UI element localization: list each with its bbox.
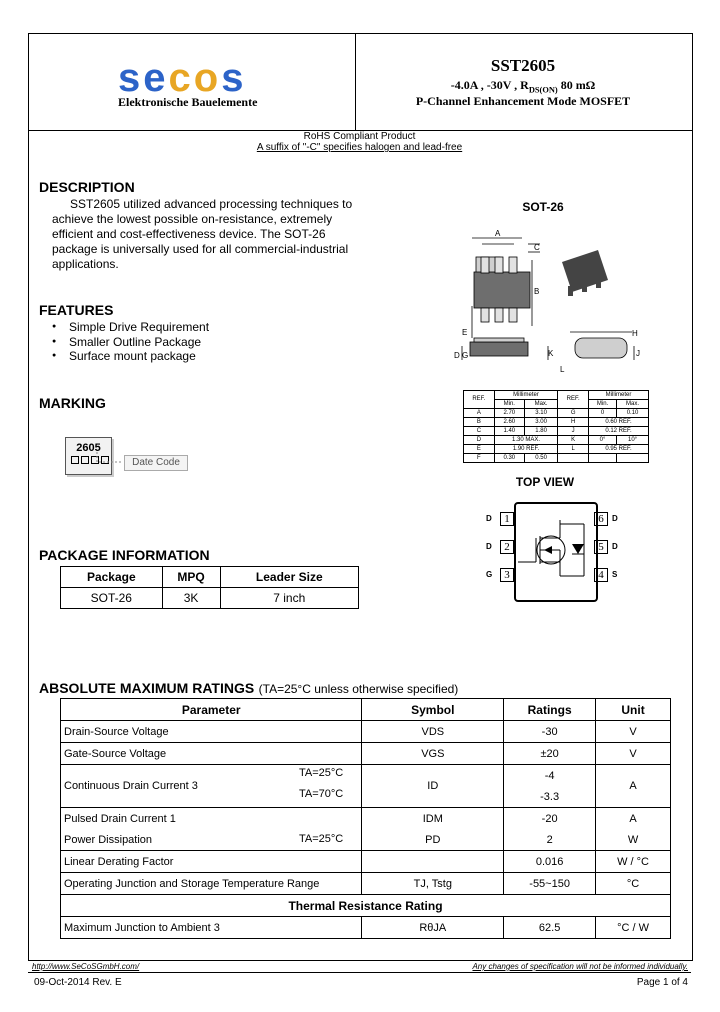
table-row: C 1.40 1.80 J 0.12 REF.	[464, 427, 649, 436]
footer-date: 09-Oct-2014 Rev. E	[34, 977, 122, 988]
features-title: FEATURES	[39, 302, 114, 318]
table-row: F 0.30 0.50	[464, 454, 649, 463]
table-row: Linear Derating Factor 0.016 W / °C	[61, 851, 671, 873]
package-info-table	[60, 566, 359, 609]
ratings-heading	[39, 680, 458, 698]
description-title: DESCRIPTION	[39, 179, 135, 195]
dimension-table: REF. Millimeter REF. Millimeter Min. Max. Min. Max. A 2.70 3.10 G 0 0.10 B 2.60 3.00 H 0.60 REF. C 1.40 1.80 J 0.12 REF. D 1.30 MAX. K 0° 10° E 1.90 REF. L 0.95 REF. F 0.30 0.50	[463, 390, 649, 463]
pin-label: D	[612, 542, 618, 551]
table-row: Continuous Drain Current 3 TA=25°C TA=70°C ID -4 A	[61, 765, 671, 787]
pin-label: D	[486, 514, 492, 523]
marking-code: 2605	[76, 442, 101, 454]
mosfet-symbol	[518, 518, 590, 578]
part-type: P-Channel Enhancement Mode MOSFET	[415, 94, 631, 108]
dim-letter-l: L	[560, 365, 565, 374]
table-row: D 1.30 MAX. K 0° 10°	[464, 436, 649, 445]
package-info-title: PACKAGE INFORMATION	[39, 547, 210, 563]
dim-letter-h: H	[632, 329, 638, 338]
table-row: A 2.70 3.10 G 0 0.10	[464, 409, 649, 418]
dim-letter-d: D	[454, 351, 460, 360]
table-header-row: Parameter Symbol Ratings Unit	[61, 699, 671, 721]
table-row: Maximum Junction to Ambient 3 RθJA 62.5 °C / W	[61, 917, 671, 939]
table-row: Operating Junction and Storage Temperature Range TJ, Tstg -55~150 °C	[61, 873, 671, 895]
dim-letter-b: B	[534, 287, 540, 296]
dim-letter-g: G	[462, 351, 469, 360]
table-row: -3.3	[61, 786, 671, 808]
pin-label: D	[612, 514, 618, 523]
footer-page: Page 1 of 4	[636, 977, 688, 988]
pin-label: S	[612, 570, 618, 579]
table-row: B 2.60 3.00 H 0.60 REF.	[464, 418, 649, 427]
pin-number: 2	[500, 540, 514, 554]
footer-notice: Any changes of specification will not be informed individually.	[472, 962, 688, 971]
rohs-note: RoHS Compliant Product	[303, 131, 416, 142]
date-code-label: Date Code	[124, 455, 188, 471]
pin-number: 3	[500, 568, 514, 582]
feature-item: ● Simple Drive Requirement	[49, 320, 209, 335]
ratings-table	[60, 698, 671, 939]
table-row: E 1.90 REF. L 0.95 REF.	[464, 445, 649, 454]
dim-letter-e: E	[462, 328, 468, 337]
pin-number: 6	[594, 512, 608, 526]
top-view-title: TOP VIEW	[515, 475, 575, 489]
suffix-note: A suffix of "-C" specifies halogen and lead-free	[256, 142, 463, 153]
table-row: Power Dissipation TA=25°C PD 2 W	[61, 829, 671, 851]
table-row: Pulsed Drain Current 1 IDM -20 A	[61, 808, 671, 830]
company-logo: secos	[118, 56, 247, 100]
description-text: SST2605 utilized advanced processing techniques to achieve the lowest possible on-resistance, extremely efficient and cost-effectiveness device. The SOT-26 package is universally used for all commercial-industrial applications.	[52, 197, 353, 271]
table-header-row: Package MPQ Leader Size	[61, 567, 359, 588]
dim-letter-j: J	[636, 349, 640, 358]
pin-label: D	[486, 542, 492, 551]
marking-title: MARKING	[39, 395, 106, 411]
outline-title: SOT-26	[522, 200, 564, 214]
pin-label: G	[486, 570, 493, 579]
dim-letter-k: K	[548, 349, 554, 358]
footer-divider	[28, 972, 691, 973]
pin-number: 1	[500, 512, 514, 526]
pin-number: 5	[594, 540, 608, 554]
dim-letter-a: A	[495, 229, 501, 238]
table-row: Gate-Source Voltage VGS ±20 V	[61, 743, 671, 765]
dim-letter-c: C	[534, 243, 540, 252]
table-row: SOT-26 3K 7 inch	[61, 588, 359, 609]
ratings-title: ABSOLUTE MAXIMUM RATINGS	[39, 680, 255, 696]
feature-item: ● Smaller Outline Package	[49, 335, 209, 350]
outline-drawing	[450, 220, 650, 380]
footer-url[interactable]: http://www.SeCoSGmbH.com/	[32, 962, 140, 971]
part-number: SST2605	[490, 56, 556, 75]
table-row: Thermal Resistance Rating	[61, 895, 671, 917]
company-subtitle: Elektronische Bauelemente	[118, 95, 258, 109]
pin-number: 4	[594, 568, 608, 582]
part-spec: -4.0A , -30V , $R_{DS(ON)}$ 80 mΩ	[450, 78, 596, 95]
feature-item: ● Surface mount package	[49, 349, 209, 364]
marking-leader	[95, 452, 125, 466]
features-list	[49, 320, 209, 364]
ratings-condition: (TA=25°C unless otherwise specified)	[258, 682, 459, 696]
table-row: Drain-Source Voltage VDS -30 V	[61, 721, 671, 743]
